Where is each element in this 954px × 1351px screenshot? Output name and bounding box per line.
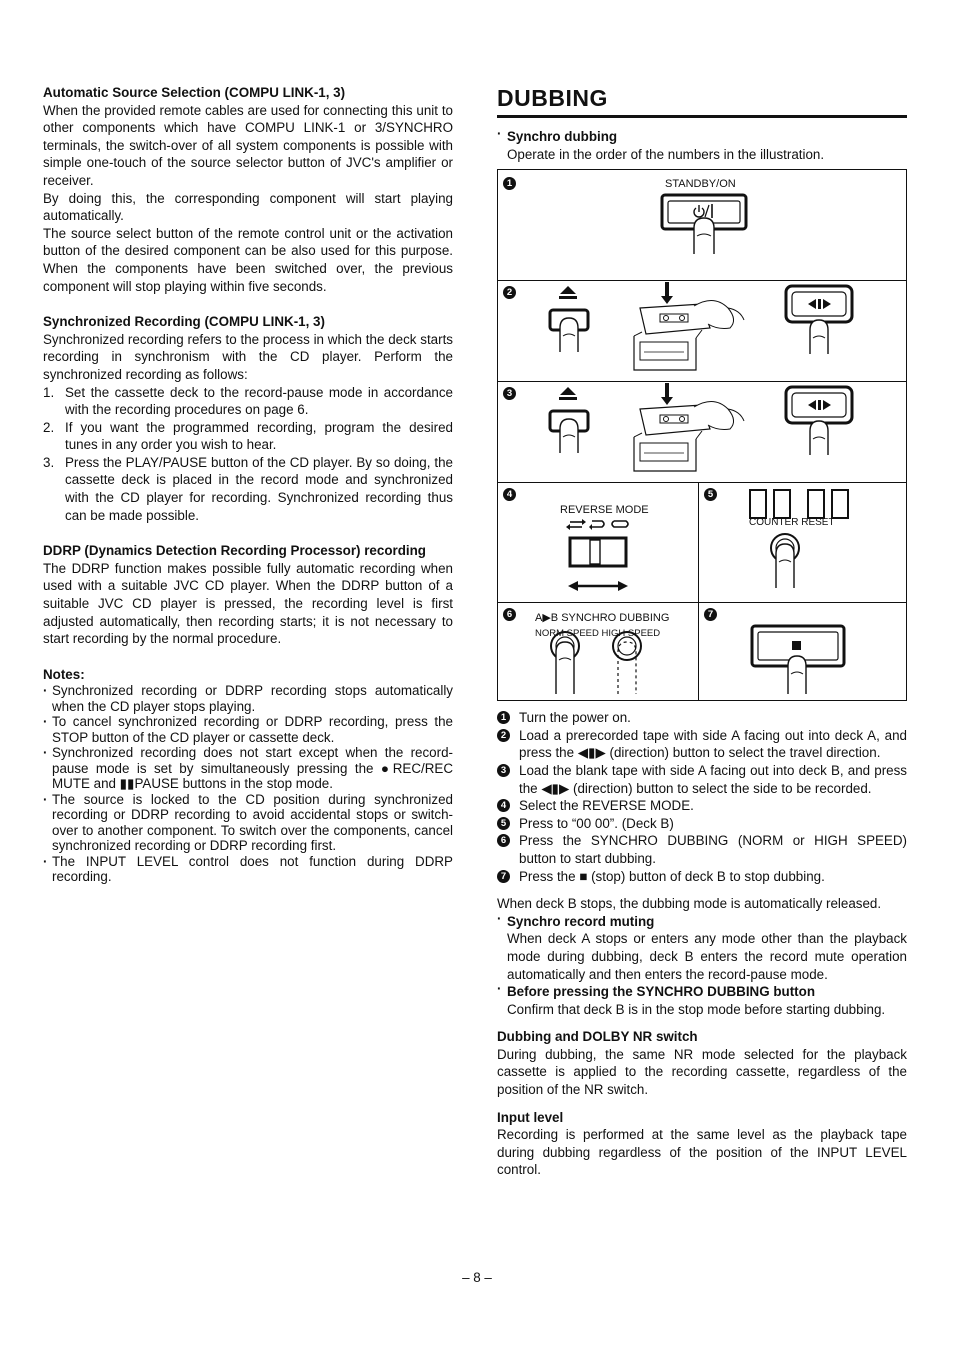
right-column [497, 84, 907, 1179]
page-number: – 8 – [462, 1270, 492, 1285]
reverse-mode-label: REVERSE MODE [560, 504, 649, 517]
reverse-mode-switch-icon [562, 518, 662, 598]
step-badge: 4 [497, 799, 510, 812]
step-text: Turn the power on. [519, 710, 631, 726]
input-level-text: Recording is performed at the same level as the playback tape during dubbing regardless of the position of the INPUT LEVEL control. [497, 1127, 907, 1178]
step-number: 1. [43, 384, 55, 400]
dubbing-illustration [497, 169, 907, 701]
list-item [497, 832, 907, 867]
divider [698, 482, 699, 700]
step-text: Set the cassette deck to the record-pause mode in accordance with the recording procedures on page 6. [65, 384, 453, 418]
step-badge-7: 7 [704, 608, 717, 621]
list-item [497, 868, 907, 886]
step-number: 2. [43, 419, 55, 435]
list-item: · Synchronized recording or DDRP recording stops automatically when the CD player stops playing. [43, 683, 453, 714]
direction-button-icon [782, 282, 862, 372]
high-speed-button-icon [602, 628, 662, 698]
before-heading: · Before pressing the SYNCHRO DUBBING button [497, 983, 907, 1001]
list-item [43, 384, 453, 419]
step-text: Select the REVERSE MODE. [519, 798, 694, 814]
title-rule [497, 115, 907, 118]
list-item: · The INPUT LEVEL control does not function during DDRP recording. [43, 854, 453, 885]
sync-rec-title: Synchronized Recording (COMPU LINK-1, 3) [43, 314, 325, 330]
step-badge: 7 [497, 870, 510, 883]
list-item: · The source is locked to the CD position during synchronized recording or DDRP recording to avoid accidental stops or switch-over to another component. To switch over the components, cancel synchronized recording or DDRP recording first. [43, 792, 453, 854]
muting-text: When deck A stops or enters any mode other than the playback mode during dubbing, deck B enters the record mute operation automatically and then enters the record-pause mode. [507, 931, 907, 982]
muting-heading: · Synchro record muting [497, 913, 907, 931]
step-text: Press to “00 00”. (Deck B) [519, 815, 674, 831]
list-item [497, 797, 907, 815]
step-badge-2: 2 [503, 286, 516, 299]
dubbing-steps [497, 709, 907, 885]
speed-label: NORM SPEED HIGH SPEED [535, 628, 661, 640]
auto-source-p2: By doing this, the corresponding component will start playing automatically. [43, 190, 453, 224]
eject-button-icon [544, 383, 604, 473]
counter-reset-label: COUNTER RESET [749, 517, 835, 529]
step-text: If you want the programmed recording, program the desired tunes in any order you wish to hear. [65, 419, 453, 453]
step-badge-4: 4 [503, 488, 516, 501]
sync-rec-intro: Synchronized recording refers to the process in which the deck starts recording in synchronism with the CD player. Perform the synchronized recording as follows: [43, 331, 453, 382]
divider [498, 482, 906, 483]
counter-reset-button-icon [760, 530, 820, 600]
left-column [43, 84, 453, 885]
notes-list [43, 683, 453, 885]
step-badge: 1 [497, 711, 510, 724]
after-steps-text: When deck B stops, the dubbing mode is automatically released. [497, 896, 882, 912]
step-text: Press the ■ (stop) button of deck B to stop dubbing. [519, 868, 825, 884]
auto-source-p1: When the provided remote cables are used for connecting this unit to other components which have COMPU LINK-1 or 3/SYNCHRO terminals, the switch-over of all system components is possible with simple one-touch of the source selector button of JVC's amplifier or receiver. [43, 102, 453, 188]
divider [498, 602, 906, 603]
list-item [43, 454, 453, 524]
before-text: Confirm that deck B is in the stop mode before starting dubbing. [507, 1001, 886, 1017]
auto-source-title: Automatic Source Selection (COMPU LINK-1, 3) [43, 85, 346, 100]
cassette-insert-icon [630, 280, 760, 380]
auto-source-p3: The source select button of the remote control unit or the activation button of the desired component can be also used for this purpose. When the components have been switched over, the previous component will stop playing within five seconds. [43, 225, 453, 294]
step-text: Press the PLAY/PAUSE button of the CD player. By so doing, the cassette deck is placed in the record mode and synchronized with the CD player for recording. Synchronized recording thus can be made possible. [65, 454, 453, 523]
norm-speed-button-icon [540, 628, 600, 698]
step-badge-3: 3 [503, 387, 516, 400]
list-item [497, 815, 907, 833]
step-badge: 5 [497, 817, 510, 830]
dolby-title: Dubbing and DOLBY NR switch [497, 1029, 698, 1045]
step-badge-1: 1 [503, 177, 516, 190]
step-badge-5: 5 [704, 488, 717, 501]
stop-button-icon [748, 606, 858, 696]
step-badge: 3 [497, 764, 510, 777]
step-badge: 6 [497, 834, 510, 847]
ddrp-title: DDRP (Dynamics Detection Recording Processor) recording [43, 543, 426, 559]
direction-button-icon [782, 383, 862, 473]
step-text: Load a prerecorded tape with side A facing out into deck A, and press the ◀▮▶ (direction) button to select the travel direction. [519, 727, 907, 761]
ddrp-p1: The DDRP function makes possible fully automatic recording when used with a suitable JVC CD player. When the DDRP button of a suitable JVC CD player is pressed, the recording level is first adjusted automatically, then recording starts; it is not necessary to start recording by the normal procedure. [43, 560, 453, 647]
standby-button-icon [660, 192, 750, 282]
list-item: · Synchronized recording does not start except when the record-pause mode is set by simultaneously pressing the ●REC/REC MUTE and ▮▮PAUSE buttons in the stop mode. [43, 745, 453, 792]
step-badge-6: 6 [503, 608, 516, 621]
step-text: Press the SYNCHRO DUBBING (NORM or HIGH SPEED) button to start dubbing. [519, 833, 907, 866]
dolby-text: During dubbing, the same NR mode selected for the playback cassette is applied to the recording cassette, regardless of the position of the NR switch. [497, 1046, 907, 1098]
page-title: DUBBING [497, 85, 608, 111]
notes-title: Notes: [43, 666, 85, 682]
sync-rec-steps [43, 384, 453, 525]
synchro-text: Operate in the order of the numbers in the illustration. [507, 146, 825, 162]
synchro-heading: · Synchro dubbing [497, 128, 907, 146]
list-item [497, 709, 907, 727]
list-item [43, 419, 453, 454]
cassette-insert-icon [630, 381, 760, 481]
list-item [497, 762, 907, 797]
list-item: · To cancel synchronized recording or DDRP recording, press the STOP button of the CD player or cassette deck. [43, 714, 453, 745]
synchro-dubbing-label: A▶B SYNCHRO DUBBING [535, 612, 670, 625]
step-badge: 2 [497, 729, 510, 742]
step-text: Load the blank tape with side A facing out into deck B, and press the ◀▮▶ (direction) button to select the side to be recorded. [519, 762, 907, 796]
standby-label: STANDBY/ON [665, 178, 736, 191]
list-item [497, 727, 907, 762]
input-level-title: Input level [497, 1109, 564, 1125]
step-number: 3. [43, 454, 55, 470]
eject-button-icon [544, 282, 604, 372]
